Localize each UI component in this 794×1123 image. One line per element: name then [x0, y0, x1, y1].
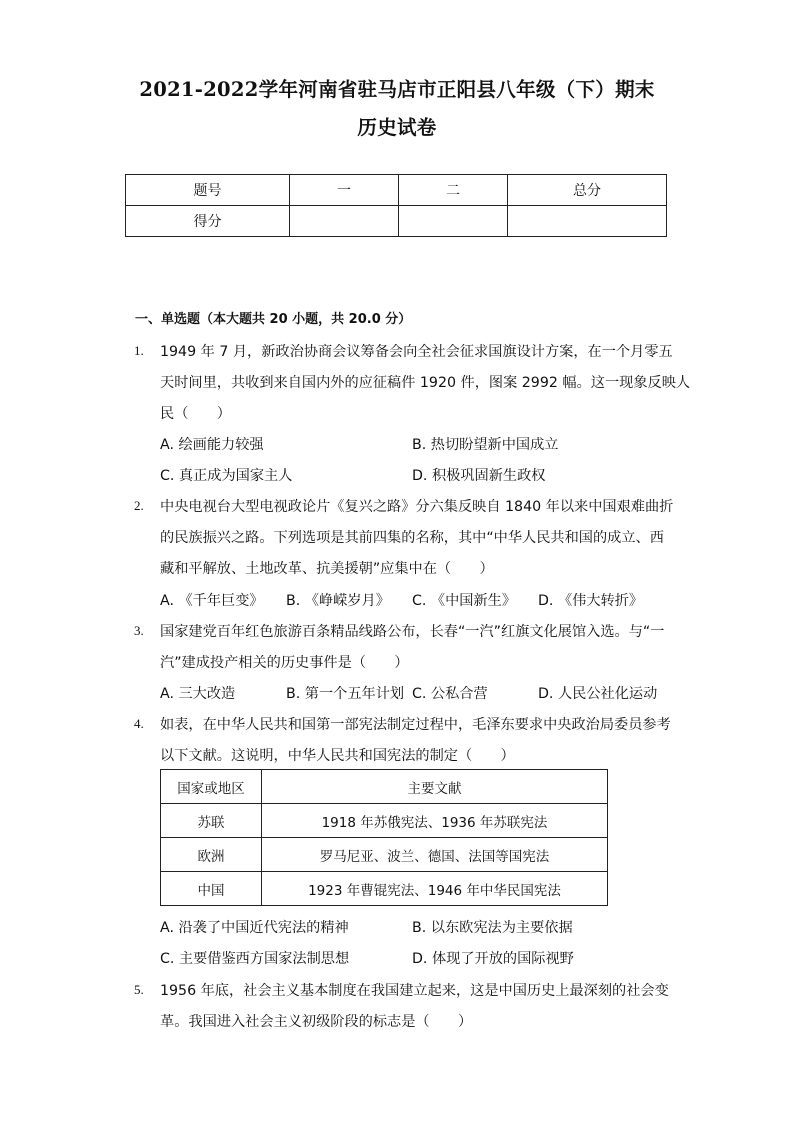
score-cell [399, 206, 508, 237]
score-table-header-row [126, 175, 667, 206]
table-cell: 1918 年苏俄宪法、1936 年苏联宪法 [262, 804, 608, 838]
question-text-line: 革。我国进入社会主义初级阶段的标志是（ ） [160, 1014, 473, 1030]
score-cell: 得分 [126, 206, 290, 237]
option-a: A. 三大改造 [160, 686, 236, 702]
table-row [161, 872, 608, 906]
table-row [161, 838, 608, 872]
question-number: 1. [134, 343, 144, 358]
question-number: 3. [134, 623, 144, 638]
score-cell [290, 206, 399, 237]
question-text-line: 1949 年 7 月，新政治协商会议筹备会向全社会征求国旗设计方案，在一个月零五 [160, 344, 673, 360]
score-cell [508, 206, 667, 237]
score-header-cell: 总分 [508, 175, 667, 206]
option-b: B. 《峥嵘岁月》 [286, 593, 390, 609]
question-number: 2. [134, 498, 144, 513]
question-number: 4. [134, 716, 144, 731]
table-cell: 罗马尼亚、波兰、德国、法国等国宪法 [262, 838, 608, 872]
option-c: C. 主要借鉴西方国家法制思想 [160, 951, 350, 967]
option-b: B. 第一个五年计划 [286, 686, 405, 702]
table-cell: 中国 [161, 872, 262, 906]
exam-title-line-2: 历史试卷 [357, 116, 437, 139]
question-text-line: 藏和平解放、土地改革、抗美援朝”应集中在（ ） [160, 561, 494, 577]
question-text-line: 天时间里，共收到来自国内外的应征稿件 1920 件，图案 2992 幅。这一现象反映人 [160, 375, 691, 391]
question-text-line: 以下文献。这说明，中华人民共和国宪法的制定（ ） [160, 748, 515, 764]
option-d: D. 《伟大转折》 [538, 593, 644, 609]
option-a: A. 《千年巨变》 [160, 593, 264, 609]
question-text-line: 中央电视台大型电视政论片《复兴之路》分六集反映自 1840 年以来中国艰难曲折 [160, 499, 674, 515]
question-text-line: 如表，在中华人民共和国第一部宪法制定过程中，毛泽东要求中央政治局委员参考 [160, 717, 671, 733]
question-text-line: 汽”建成投产相关的历史事件是（ ） [160, 655, 409, 671]
question-text-line: 国家建党百年红色旅游百条精品线路公布，长春“一汽”红旗文化展馆入选。与“一 [160, 624, 665, 640]
table-cell: 苏联 [161, 804, 262, 838]
option-a: A. 沿袭了中国近代宪法的精神 [160, 920, 349, 936]
option-a: A. 绘画能力较强 [160, 437, 264, 453]
option-b: B. 以东欧宪法为主要依据 [412, 920, 573, 936]
table-header-row [161, 770, 608, 804]
exam-title-line-1: 2021-2022学年河南省驻马店市正阳县八年级（下）期末 [139, 78, 655, 101]
option-b: B. 热切盼望新中国成立 [412, 437, 559, 453]
question-text-line: 民（ ） [160, 406, 231, 422]
score-table-row [126, 206, 667, 237]
question-number: 5. [134, 982, 144, 997]
score-table [125, 174, 667, 237]
question-text-line: 1956 年底，社会主义基本制度在我国建立起来，这是中国历史上最深刻的社会变 [160, 983, 669, 999]
section-heading: 一、单选题（本大题共 20 小题，共 20.0 分） [135, 312, 412, 327]
question-text-line: 的民族振兴之路。下列选项是其前四集的名称，其中“中华人民共和国的成立、西 [160, 530, 664, 546]
constitution-reference-table [160, 769, 608, 906]
table-header-cell: 国家或地区 [161, 770, 262, 804]
option-d: D. 体现了开放的国际视野 [412, 951, 574, 967]
table-header-cell: 主要文献 [262, 770, 608, 804]
table-cell: 1923 年曹锟宪法、1946 年中华民国宪法 [262, 872, 608, 906]
option-c: C. 真正成为国家主人 [160, 468, 293, 484]
score-header-cell: 二 [399, 175, 508, 206]
option-c: C. 《中国新生》 [412, 593, 517, 609]
option-d: D. 积极巩固新生政权 [412, 468, 546, 484]
table-row [161, 804, 608, 838]
score-header-cell: 题号 [126, 175, 290, 206]
option-d: D. 人民公社化运动 [538, 686, 658, 702]
table-cell: 欧洲 [161, 838, 262, 872]
option-c: C. 公私合营 [412, 686, 488, 702]
score-header-cell: 一 [290, 175, 399, 206]
